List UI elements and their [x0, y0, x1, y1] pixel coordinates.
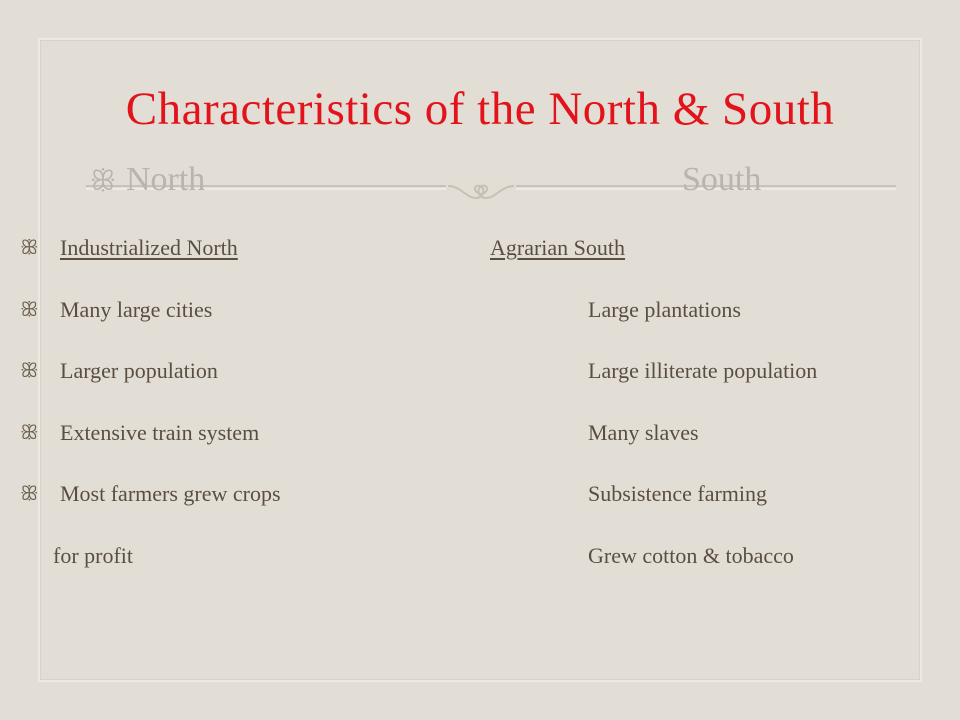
list-item: [0, 477, 960, 511]
fleuron-icon: ꕥ: [20, 483, 39, 505]
list-item-continuation: [0, 539, 960, 573]
south-item: Large plantations: [588, 297, 741, 322]
south-item: Many slaves: [588, 420, 699, 445]
fleuron-icon: ꕥ: [20, 299, 39, 321]
list-item: [0, 293, 960, 327]
north-item: Many large cities: [60, 297, 213, 322]
north-item: Industrialized North: [60, 235, 238, 260]
fleuron-icon: ꕥ: [20, 360, 39, 382]
fleuron-icon: ꕥ: [90, 166, 116, 197]
south-item: Subsistence farming: [588, 481, 768, 506]
north-item: Larger population: [60, 358, 218, 383]
fleuron-icon: ꕥ: [20, 237, 39, 259]
list-item: [0, 231, 960, 265]
north-item: Most farmers grew crops: [60, 481, 281, 506]
north-item: for profit: [53, 543, 134, 568]
list-item: [0, 354, 960, 388]
south-header: South: [682, 161, 762, 198]
slide-title: Characteristics of the North & South: [125, 83, 835, 135]
list-item: [0, 416, 960, 450]
south-item: Large illiterate population: [588, 358, 818, 383]
north-item: Extensive train system: [60, 420, 260, 445]
south-item: Agrarian South: [490, 235, 626, 260]
north-header-label: North: [125, 161, 206, 198]
fleuron-icon: ꕥ: [20, 422, 39, 444]
south-item: Grew cotton & tobacco: [588, 543, 794, 568]
north-header: [90, 160, 205, 202]
